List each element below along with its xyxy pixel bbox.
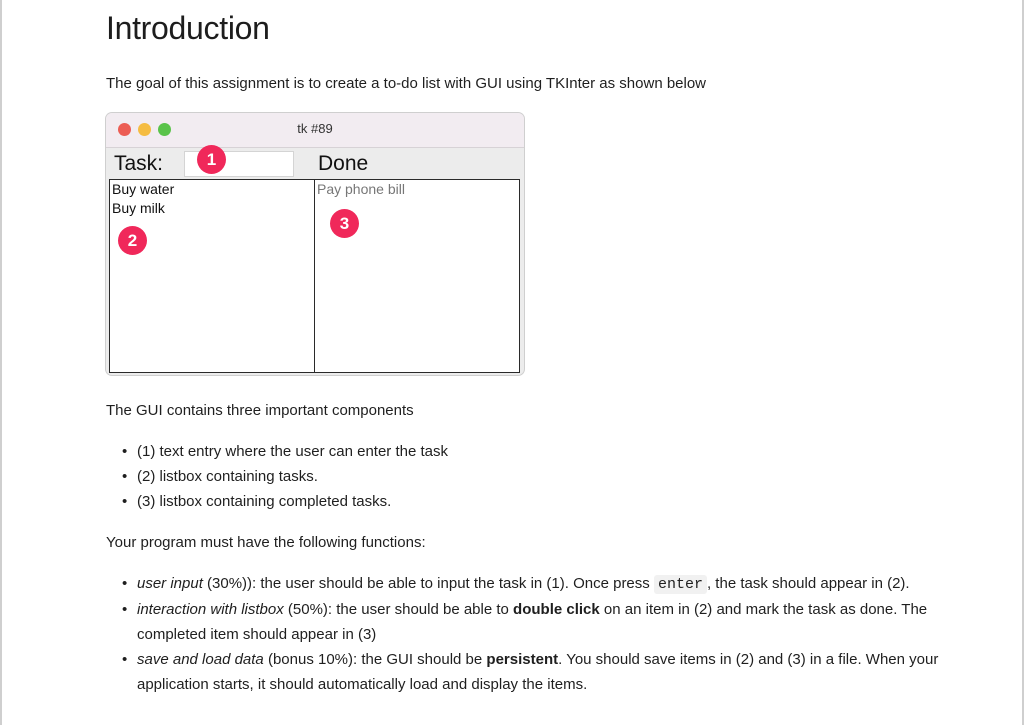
list-item: Buy milk <box>112 200 165 216</box>
callout-badge-1: 1 <box>197 145 226 174</box>
function-name: save and load data <box>137 651 264 668</box>
done-label: Done <box>318 152 369 175</box>
function-save-load: • save and load data (bonus 10%): the GUI should be persistent. You should save items in (2) and (3) in a file. When your application starts, it should automatically load and display the items. <box>106 647 986 697</box>
list-item: • (2) listbox containing tasks. <box>106 464 986 489</box>
function-user-input: • user input (30%)): the user should be able to input the task in (1). Once press enter , the task should appear in (2). <box>106 571 986 597</box>
tk-window-figure <box>106 113 524 375</box>
list-item: Buy water <box>112 181 175 197</box>
components-list <box>106 439 986 514</box>
code-snippet: enter <box>654 575 707 594</box>
callout-badge-2: 2 <box>118 226 147 255</box>
task-label: Task: <box>114 152 164 175</box>
list-item: • (3) listbox containing completed tasks. <box>106 489 986 514</box>
page-title: Introduction <box>106 10 270 46</box>
list-item: Pay phone bill <box>317 181 405 197</box>
callout-badge-3: 3 <box>330 209 359 238</box>
function-name: user input <box>137 575 203 592</box>
tk-titlebar <box>106 113 524 148</box>
tasks-listbox <box>109 179 315 373</box>
function-interaction: • interaction with listbox (50%): the user should be able to double click on an item in (2) and mark the task as done. The completed item should appear in (3) <box>106 597 986 647</box>
functions-intro: Your program must have the following functions: <box>106 534 426 551</box>
components-intro: The GUI contains three important components <box>106 402 414 419</box>
function-name: interaction with listbox <box>137 601 284 618</box>
intro-paragraph: The goal of this assignment is to create a to-do list with GUI using TKInter as shown below <box>106 75 707 92</box>
list-item: • (1) text entry where the user can enter the task <box>106 439 986 464</box>
page-border-left <box>0 0 2 725</box>
tk-window-title: tk #89 <box>297 121 333 136</box>
functions-list <box>106 571 986 697</box>
